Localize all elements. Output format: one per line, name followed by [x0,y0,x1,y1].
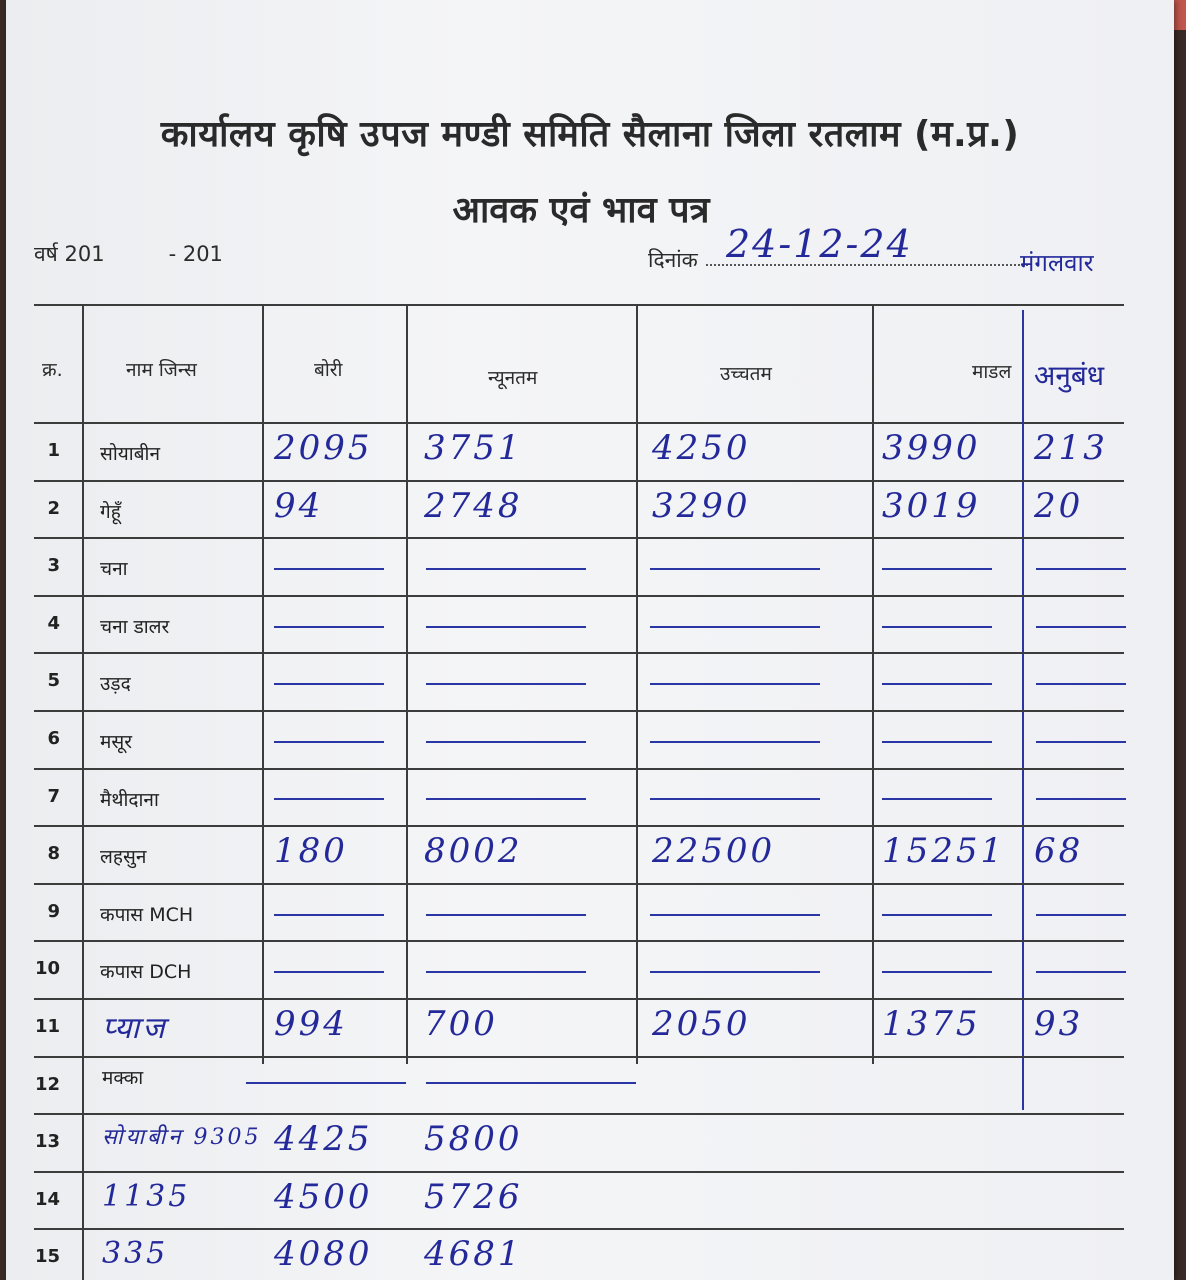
row-empty-dash [650,798,820,800]
row-divider [34,768,1124,770]
row-bags-value: 4080 [274,1234,373,1274]
row-empty-dash [426,683,586,685]
row-empty-dash [426,626,586,628]
header-serial: क्र. [42,359,63,381]
row-divider [34,940,1124,942]
row-empty-dash [274,626,384,628]
row-serial-number: 14 [34,1189,60,1210]
row-max-value: 2050 [652,1004,751,1044]
row-min-value: 3751 [424,428,523,468]
row-serial-number: 11 [34,1016,60,1037]
row-max-value: 22500 [652,831,776,871]
row-empty-dash [650,683,820,685]
row-buyers-value: 20 [1034,486,1084,526]
year-label: वर्ष 201 [34,242,105,266]
row-serial-number: 5 [47,670,60,691]
header-min-price: न्यूनतम [488,367,538,389]
document-page [6,0,1174,1280]
row-empty-dash [882,626,992,628]
row-crop-name: कपास MCH [100,904,194,926]
row-empty-dash [274,914,384,916]
row-empty-dash [1036,914,1126,916]
row-empty-dash [1036,683,1126,685]
row-divider [34,710,1124,712]
row-divider [34,595,1124,597]
row-empty-dash [274,798,384,800]
table-header-border [34,422,1124,424]
row-empty-dash [1036,568,1126,570]
table-top-border [34,304,1124,306]
row-serial-number: 9 [47,901,60,922]
date-value: 24-12-24 [726,222,913,266]
row-min-value: 8002 [424,831,523,871]
row-empty-dash [650,914,820,916]
row-crop-name: चना डालर [100,616,170,638]
row-serial-number: 10 [34,958,60,979]
year-separator: - 201 [168,242,223,266]
row-divider [34,825,1124,827]
row-bags-value: 4425 [274,1119,373,1159]
row-serial-number: 4 [47,613,60,634]
row-serial-number: 3 [47,555,60,576]
row-divider [34,998,1124,1000]
row-empty-dash [426,914,586,916]
row-crop-name: मैथीदाना [100,789,159,811]
row-empty-dash [650,626,820,628]
row-serial-number: 6 [47,728,60,749]
row-empty-dash [882,798,992,800]
row-divider [34,1228,1124,1230]
row-divider [34,480,1124,482]
row-crop-name: मसूर [100,731,132,753]
row-empty-dash [426,568,586,570]
row-empty-dash [426,741,586,743]
row-serial-number: 12 [34,1074,60,1095]
form-subtitle: आवक एवं भाव पत्र [452,190,710,231]
row-empty-dash [882,741,992,743]
row-min-value: 5800 [424,1119,523,1159]
row-bags-value: 2095 [274,428,373,468]
row-model-value: 1375 [882,1004,981,1044]
row-empty-dash [650,568,820,570]
row-empty-dash [426,1082,636,1084]
row-serial-number: 13 [34,1131,60,1152]
row-min-value: 2748 [424,486,523,526]
row-empty-dash [426,971,586,973]
column-divider [872,304,874,1064]
row-divider [34,883,1124,885]
row-crop-name: लहसुन [100,846,147,868]
row-crop-name: प्याज [102,1011,168,1046]
office-title: कार्यालय कृषि उपज मण्डी समिति सैलाना जिला रतलाम (म.प्र.) [160,114,1020,155]
row-crop-name: गेहूँ [100,501,121,523]
row-min-value: 5726 [424,1177,523,1217]
column-divider [262,304,264,1064]
row-empty-dash [246,1082,406,1084]
column-divider [82,304,84,1280]
header-crop-name: नाम जिन्स [126,359,197,381]
row-empty-dash [274,971,384,973]
row-empty-dash [1036,741,1126,743]
row-empty-dash [1036,626,1126,628]
header-buyers: अनुबंध [1034,359,1105,392]
row-crop-name: सोयाबीन 9305 [102,1125,262,1150]
row-bags-value: 94 [274,486,324,526]
row-serial-number: 7 [47,786,60,807]
row-empty-dash [882,683,992,685]
row-buyers-value: 68 [1034,831,1084,871]
row-empty-dash [1036,971,1126,973]
row-model-value: 15251 [882,831,1006,871]
column-divider [636,304,638,1064]
row-empty-dash [274,683,384,685]
row-max-value: 4250 [652,428,751,468]
row-crop-name: चना [100,558,128,580]
row-bags-value: 4500 [274,1177,373,1217]
row-min-value: 700 [424,1004,498,1044]
row-empty-dash [1036,798,1126,800]
row-min-value: 4681 [424,1234,523,1274]
row-serial-number: 1 [47,440,60,461]
row-empty-dash [882,971,992,973]
header-max-price: उच्चतम [720,363,772,385]
column-divider [406,304,408,1064]
row-divider [34,1056,1124,1058]
row-bags-value: 180 [274,831,348,871]
row-buyers-value: 93 [1034,1004,1084,1044]
header-model-price: माडल [972,361,1012,383]
row-empty-dash [274,741,384,743]
row-model-value: 3990 [882,428,981,468]
row-empty-dash [882,914,992,916]
row-divider [34,537,1124,539]
day-value: मंगलवार [1020,249,1094,277]
row-empty-dash [650,971,820,973]
row-serial-number: 15 [34,1246,60,1267]
row-divider [34,652,1124,654]
row-serial-number: 2 [47,498,60,519]
header-bags: बोरी [314,359,343,381]
row-crop-name: 335 [102,1236,169,1271]
date-label: दिनांक [648,248,698,272]
row-crop-name: 1135 [102,1179,191,1214]
row-divider [34,1113,1124,1115]
row-crop-name: मक्का [102,1067,144,1089]
row-divider [34,1171,1124,1173]
row-serial-number: 8 [47,843,60,864]
row-empty-dash [426,798,586,800]
row-empty-dash [882,568,992,570]
row-empty-dash [650,741,820,743]
row-max-value: 3290 [652,486,751,526]
row-bags-value: 994 [274,1004,348,1044]
row-model-value: 3019 [882,486,981,526]
year-field [34,240,223,268]
row-empty-dash [274,568,384,570]
row-buyers-value: 213 [1034,428,1108,468]
row-crop-name: उड़द [100,673,131,695]
row-crop-name: कपास DCH [100,961,192,983]
row-crop-name: सोयाबीन [100,443,161,465]
